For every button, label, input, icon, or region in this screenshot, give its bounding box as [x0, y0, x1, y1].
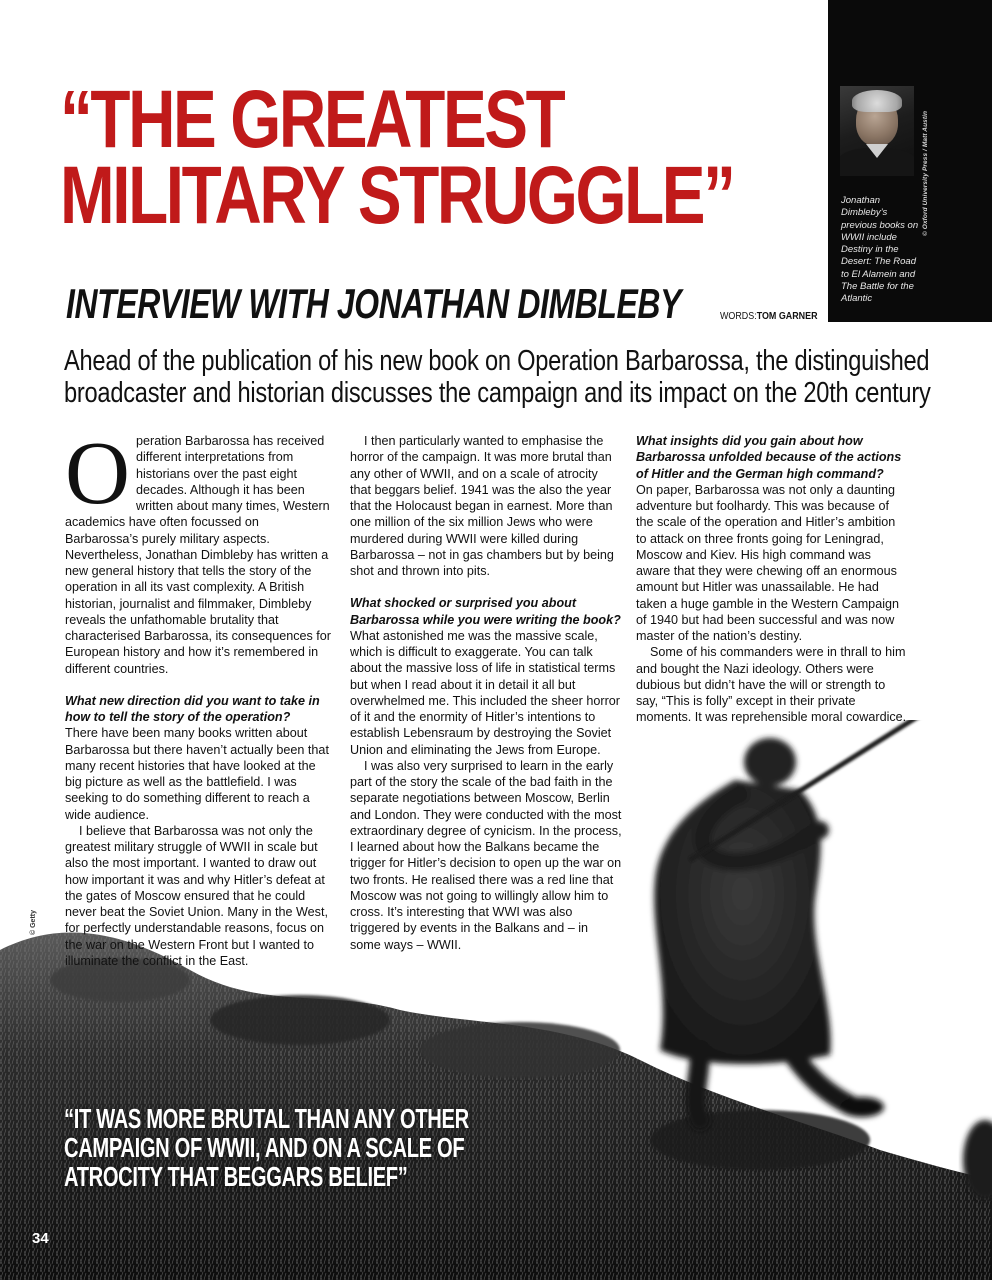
headline-line-1: “THE GREATEST [60, 74, 564, 165]
question-2: What shocked or surprised you about Barbarossa while you were writing the book? [350, 596, 621, 627]
byline [720, 310, 818, 322]
pull-quote-line-2: CAMPAIGN OF WWII, AND ON A SCALE OF [64, 1132, 465, 1163]
author-photo [840, 86, 914, 176]
pull-quote-line-3: ATROCITY THAT BEGGARS BELIEF” [64, 1161, 408, 1192]
standfirst [64, 345, 931, 409]
soldier-figure [654, 738, 884, 1120]
pull-quote-line-1: “IT WAS MORE BRUTAL THAN ANY OTHER [64, 1103, 469, 1134]
question-1: What new direction did you want to take in how to tell the story of the operation? [65, 693, 320, 724]
subheadline: INTERVIEW WITH JONATHAN DIMBLEBY [66, 280, 681, 327]
article-column-2 [350, 433, 622, 953]
headline [60, 74, 734, 241]
answer-3: On paper, Barbarossa was not only a daunting adventure but foolhardy. This was because of the scale of the operation and Hitler’s ambition to attack on three fronts going for Leningrad, Moscow and Kiev. His high command was aware that they were chewing off an enormous amount but Hitler was unassailable. He had taken a huge gamble in the Western Campaign of 1940 but had been successful and was now master of the nation’s destiny. [636, 482, 899, 643]
answer-2: What astonished me was the massive scale, which is difficult to exaggerate. You can talk about the massive loss of life in statistical terms but when I read about it in detail it all but overwhelmed me. This included the sheer horror of it and the enormity of Hitler’s intentions to establish Lebensraum by destroying the Soviet Union and eliminating the Jews from Europe. [350, 628, 620, 757]
byline-label: WORDS: [720, 310, 757, 322]
drop-cap: O [65, 424, 130, 523]
answer-3-continued: Some of his commanders were in thrall to him and bought the Nazi ideology. Others were dubious but didn’t have the will or strength to say, “This is folly” except in their private moments. It was reprehensible moral cowardice. [636, 645, 907, 725]
article-column-3 [636, 433, 908, 726]
headline-line-2: MILITARY STRUGGLE” [60, 150, 734, 241]
answer-1-continued: I believe that Barbarossa was not only the greatest military struggle of WWII in scale but also the most important. I wanted to draw out how important it was and why Hitler’s defeat at the gates of Moscow ensured that he could never beat the Soviet Union. Many in the West, for perfectly understandable reasons, focus on the war on the Western Front but I wanted to illuminate the conflict in the East. [65, 823, 328, 968]
getty-credit: © Getty [30, 910, 37, 935]
answer-1: There have been many books written about Barbarossa but there haven’t actually been that many recent histories that have looked at the big picture as well as the battlefield. I was seeking to do something different to reach a wide audience. [65, 726, 329, 822]
question-3: What insights did you gain about how Barbarossa unfolded because of the actions of Hitler and the German high command? [636, 434, 902, 481]
standfirst-line-2: broadcaster and historian discusses the campaign and its impact on the 20th century [64, 377, 931, 409]
byline-author: TOM GARNER [756, 310, 818, 322]
intro-paragraph [65, 424, 332, 677]
photo-caption: Jonathan Dimbleby’s previous books on WWII include Destiny in the Desert: The Road to El Alamein and The Battle for the Atlantic [841, 195, 919, 305]
page-number: 34 [32, 1230, 49, 1247]
photo-credit: © Oxford University Press / Matt Austin [922, 110, 929, 236]
article-column-1 [65, 424, 332, 969]
intro-text: peration Barbarossa has received different interpretations from historians over the past eight decades. Although it has been written about many times, Western academics have often focussed on Barbarossa’s purely military aspects. Nevertheless, Jonathan Dimbleby has written a new general history that tells the story of the operation in all its vast complexity. A British historian, journalist and filmmaker, Dimbleby reveals the unfathomable brutality that characterised Barbarossa, its consequences for European history and how it’s remembered in different countries. [65, 434, 332, 676]
paragraph-horror: I then particularly wanted to emphasise the horror of the campaign. It was more brutal than any other of WWII, and on a scale of atrocity that beggars belief. 1941 was the also the year that the Holocaust began in earnest. More than one million of the six million Jews who were murdered during WWII were killed during Barbarossa – not in gas chambers but by being shot and thrown into pits. [350, 434, 614, 578]
pull-quote [64, 1104, 469, 1191]
standfirst-line-1: Ahead of the publication of his new book on Operation Barbarossa, the distinguished [64, 345, 930, 377]
answer-2-continued: I was also very surprised to learn in the early part of the story the scale of the bad faith in the separate negotiations between Moscow, Berlin and London. They were conducted with the most extraordinary degree of cynicism. In the process, I learned about how the Balkans became the trigger for Hitler’s decision to open up the war on two fronts. He realised there was a red line that Moscow was not going to willingly allow him to cross. It’s interesting that WWI was also triggered by events in the Balkans and – in some ways – WWII. [350, 758, 622, 952]
